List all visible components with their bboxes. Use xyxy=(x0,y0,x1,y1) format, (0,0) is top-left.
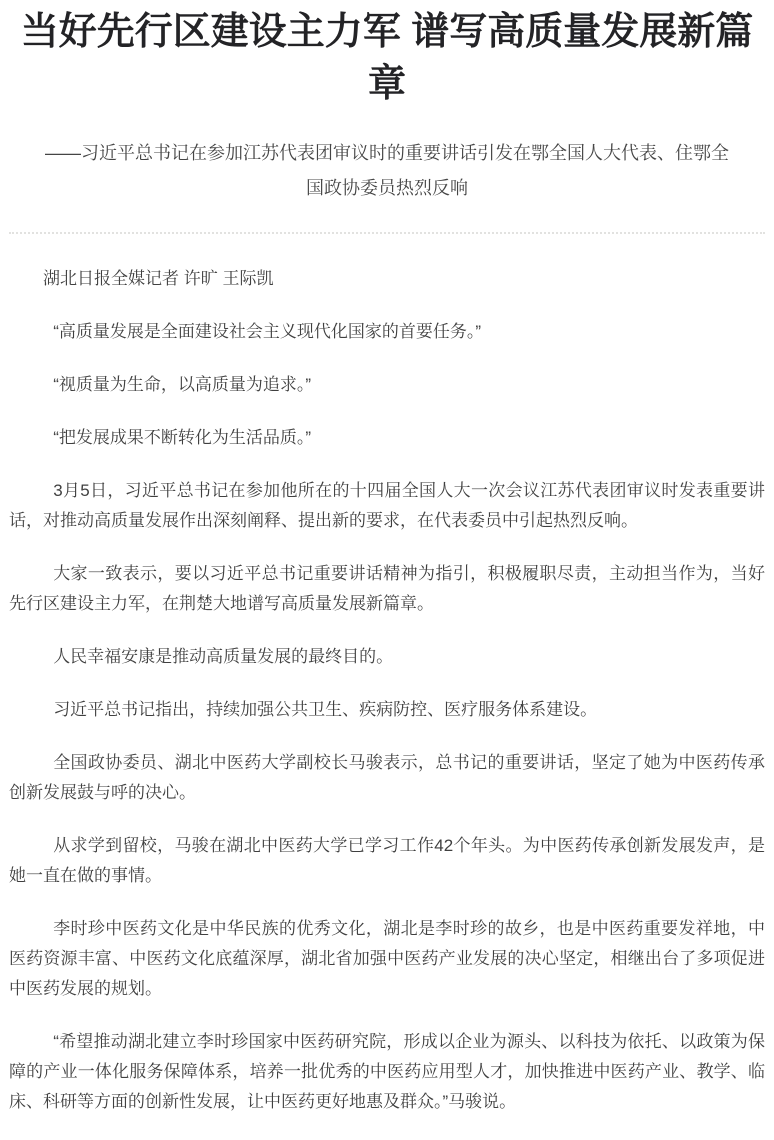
article-paragraph: “高质量发展是全面建设社会主义现代化国家的首要任务。” xyxy=(53,322,482,341)
page-title: 当好先行区建设主力军 谱写高质量发展新篇章 xyxy=(20,11,754,105)
article-subtitle: ——习近平总书记在参加江苏代表团审议时的重要讲话引发在鄂全国人大代表、住鄂全国政协委员热烈反响 xyxy=(45,143,729,198)
article-paragraph: 习近平总书记指出，持续加强公共卫生、疾病防控、医疗服务体系建设。 xyxy=(53,700,598,719)
article-paragraph: 大家一致表示，要以习近平总书记重要讲话精神为指引，积极履职尽责，主动担当作为，当好先行区建设主力军，在荆楚大地谱写高质量发展新篇章。 xyxy=(9,564,765,613)
article-paragraph: 从求学到留校，马骏在湖北中医药大学已学习工作42个年头。为中医药传承创新发展发声，是她一直在做的事情。 xyxy=(9,836,765,885)
dotted-divider xyxy=(9,232,765,234)
article-paragraph: 全国政协委员、湖北中医药大学副校长马骏表示，总书记的重要讲话，坚定了她为中医药传承创新发展鼓与呼的决心。 xyxy=(9,753,765,802)
article-paragraph: 李时珍中医药文化是中华民族的优秀文化，湖北是李时珍的故乡，也是中医药重要发祥地，中医药资源丰富、中医药文化底蕴深厚，湖北省加强中医药产业发展的决心坚定，相继出台了多项促进中医药发展的规划。 xyxy=(9,919,765,998)
article-paragraph: 3月5日，习近平总书记在参加他所在的十四届全国人大一次会议江苏代表团审议时发表重要讲话，对推动高质量发展作出深刻阐释、提出新的要求，在代表委员中引起热烈反响。 xyxy=(9,481,765,530)
byline: 湖北日报全媒记者 许旷 王际凯 xyxy=(43,269,274,288)
article-paragraph: 人民幸福安康是推动高质量发展的最终目的。 xyxy=(53,647,394,666)
article-paragraph: “希望推动湖北建立李时珍国家中医药研究院，形成以企业为源头、以科技为依托、以政策为保障的产业一体化服务保障体系，培养一批优秀的中医药应用型人才，加快推进中医药产业、教学、临床、科研等方面的创新性发展，让中医药更好地惠及群众。”马骏说。 xyxy=(9,1032,765,1111)
article xyxy=(0,6,774,1117)
article-paragraph: “把发展成果不断转化为生活品质。” xyxy=(53,428,312,447)
article-paragraph: “视质量为生命，以高质量为追求。” xyxy=(53,375,312,394)
